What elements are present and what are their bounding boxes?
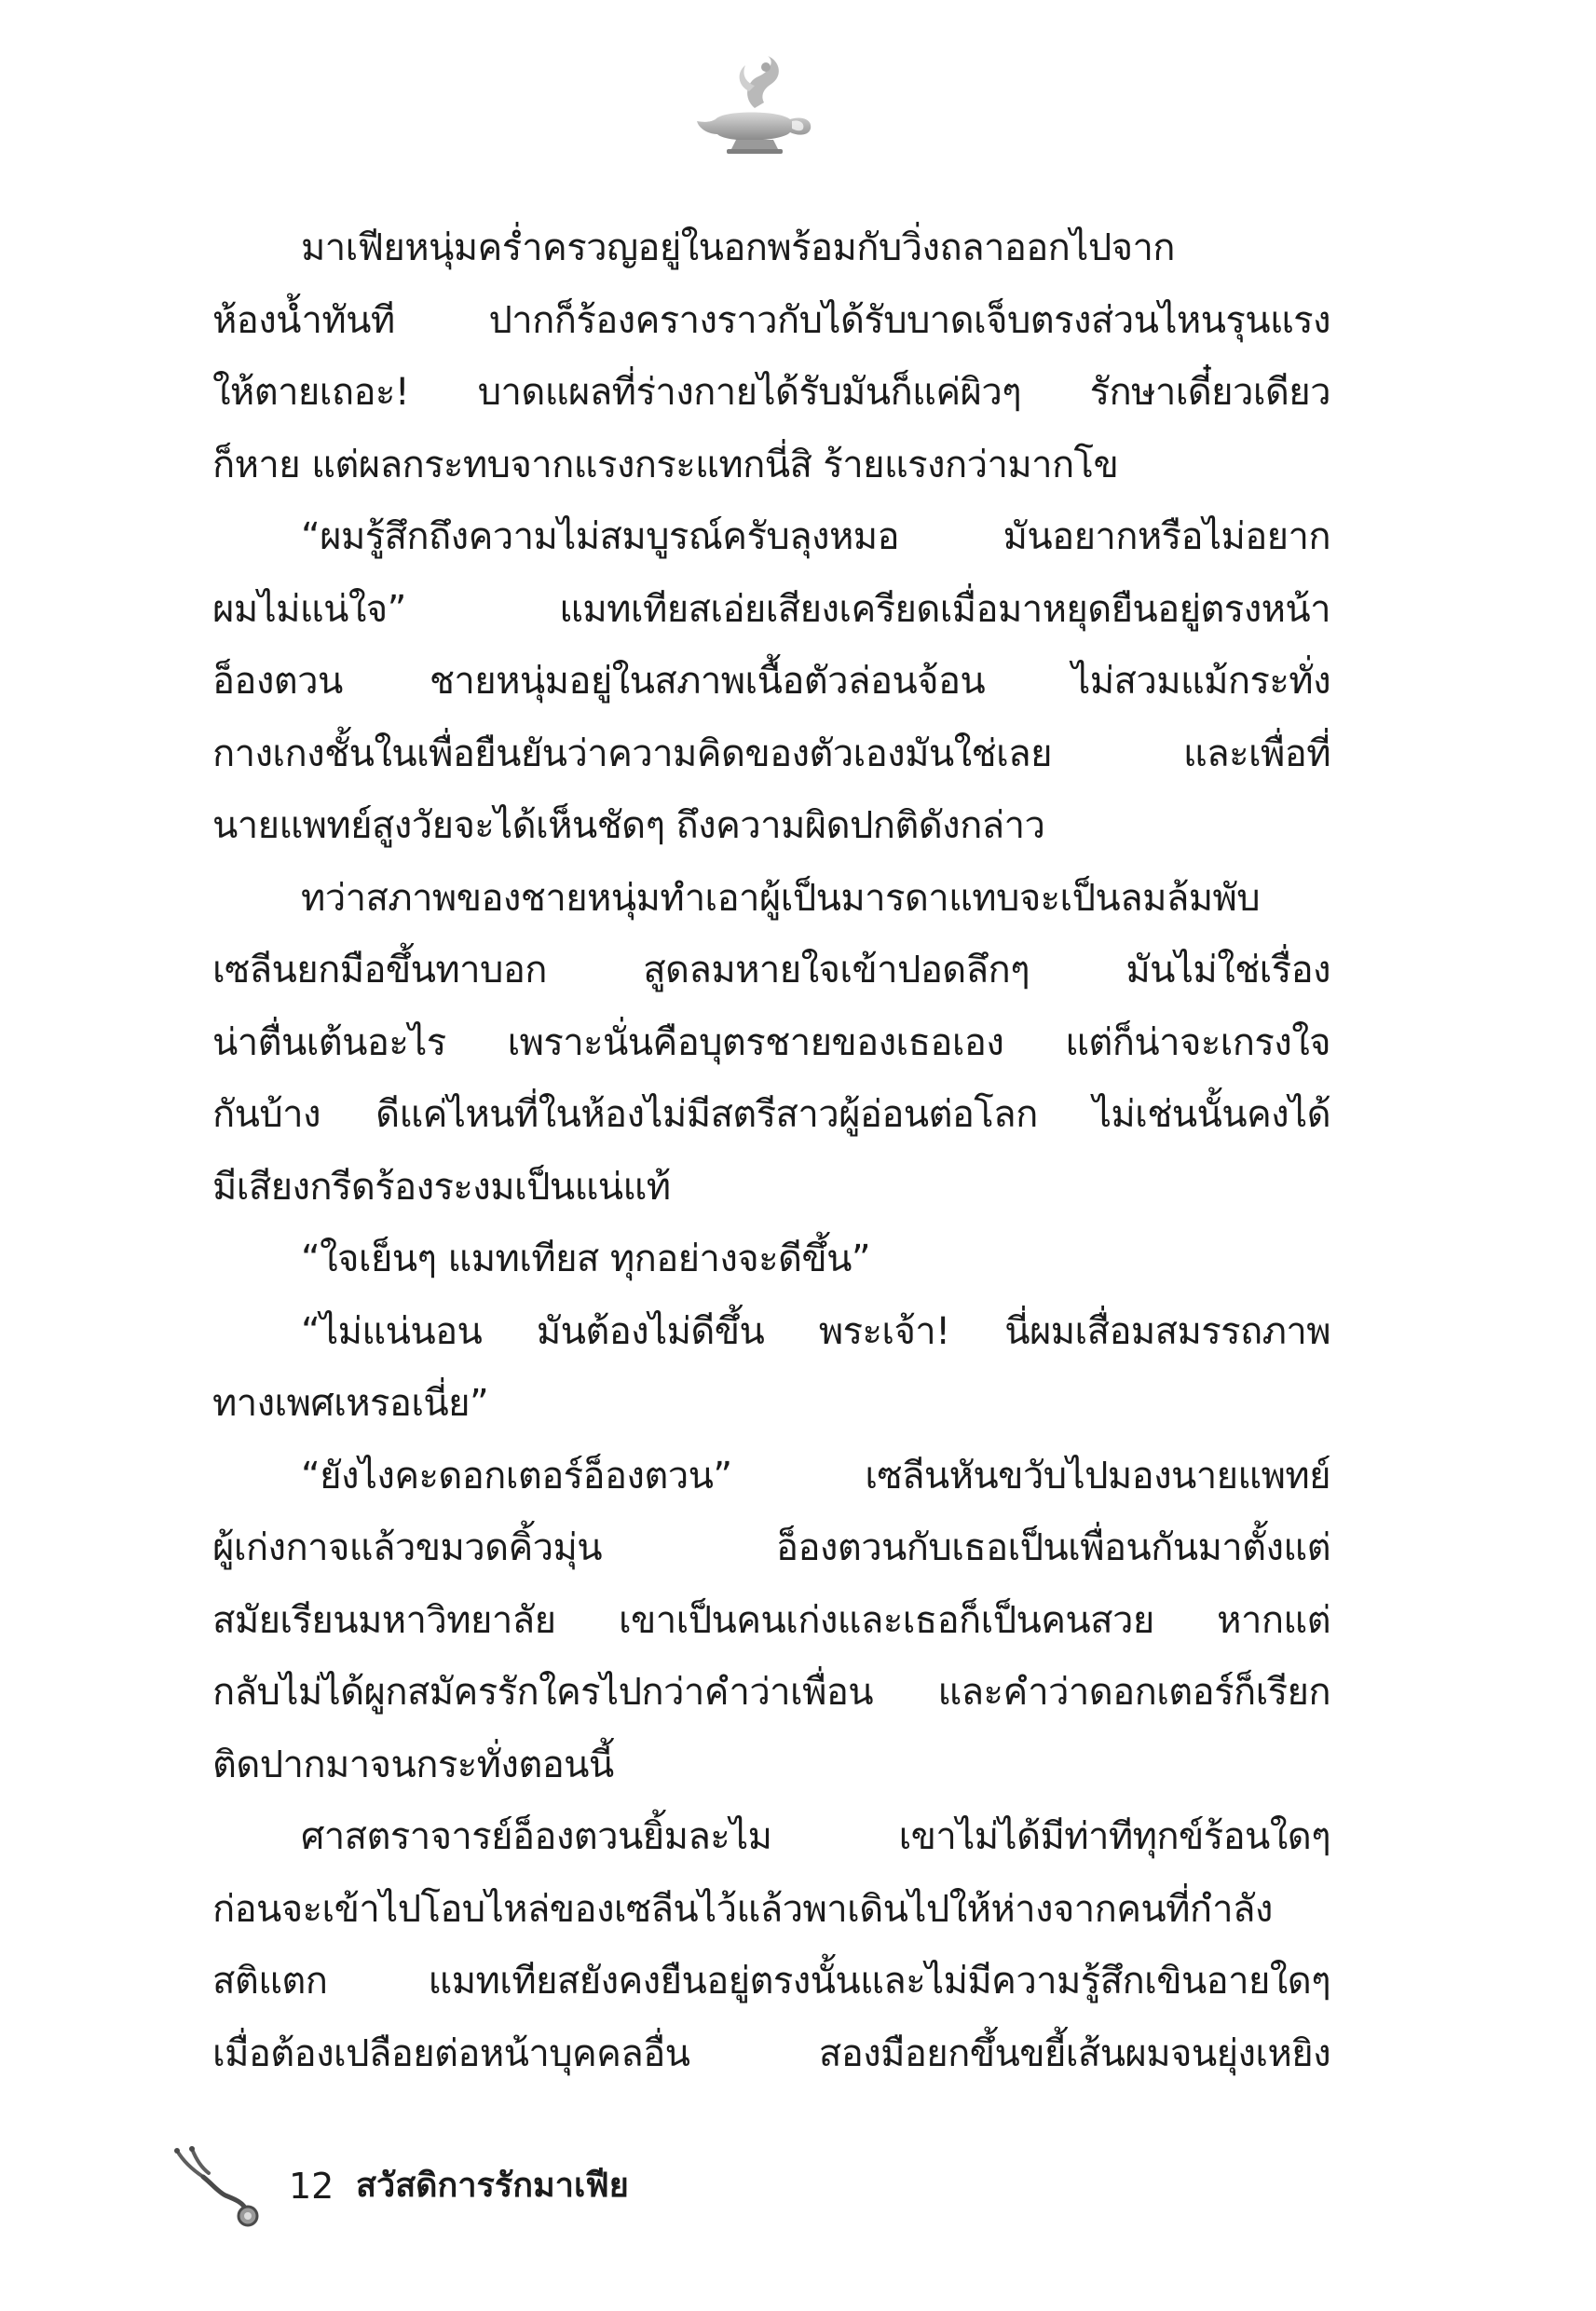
text-line: นายแพทย์สูงวัยจะได้เห็นชัดๆ ถึงความผิดปกติดังกล่าว bbox=[212, 804, 1045, 847]
text-line: ศาสตราจารย์อ็องตวนยิ้มละไม เขาไม่ได้มีท่าทีทุกข์ร้อนใดๆ bbox=[301, 1815, 1330, 1858]
book-title: สวัสดิการรักมาเฟีย bbox=[356, 2167, 629, 2205]
stethoscope-icon bbox=[170, 2145, 272, 2229]
body-text bbox=[212, 212, 1330, 2169]
text-line: “ผมรู้สึกถึงความไม่สมบูรณ์ครับลุงหมอ มันอยากหรือไม่อยาก bbox=[301, 515, 1330, 558]
text-line: ห้องน้ำทันที ปากก็ร้องครางราวกับได้รับบาดเจ็บตรงส่วนไหนรุนแรง bbox=[212, 298, 1330, 342]
text-line: อ็องตวน ชายหนุ่มอยู่ในสภาพเนื้อตัวล่อนจ้อน ไม่สวมแม้กระทั่ง bbox=[212, 660, 1330, 703]
text-line: กางเกงชั้นในเพื่อยืนยันว่าความคิดของตัวเองมันใช่เลย และเพื่อที่ bbox=[212, 732, 1330, 775]
genie-lamp-icon bbox=[689, 54, 820, 157]
text-line: ผู้เก่งกาจแล้วขมวดคิ้วมุ่น อ็องตวนกับเธอเป็นเพื่อนกันมาตั้งแต่ bbox=[212, 1526, 1330, 1569]
text-line: “ใจเย็นๆ แมทเทียส ทุกอย่างจะดีขึ้น” bbox=[301, 1238, 871, 1280]
text-line: สมัยเรียนมหาวิทยาลัย เขาเป็นคนเก่งและเธอก็เป็นคนสวย หากแต่ bbox=[212, 1598, 1330, 1642]
text-line: กันบ้าง ดีแค่ไหนที่ในห้องไม่มีสตรีสาวผู้อ่อนต่อโลก ไม่เช่นนั้นคงได้ bbox=[212, 1093, 1330, 1136]
text-line: มีเสียงกรีดร้องระงมเป็นแน่แท้ bbox=[212, 1165, 671, 1209]
text-line: เซลีนยกมือขึ้นทาบอก สูดลมหายใจเข้าปอดลึกๆ มันไม่ใช่เรื่อง bbox=[212, 949, 1330, 991]
text-line: ผมไม่แน่ใจ” แมทเทียสเอ่ยเสียงเครียดเมื่อมาหยุดยืนอยู่ตรงหน้า bbox=[212, 587, 1330, 631]
text-line: กลับไม่ได้ผูกสมัครรักใครไปกว่าคำว่าเพื่อน และคำว่าดอกเตอร์ก็เรียก bbox=[212, 1671, 1330, 1714]
text-line: ติดปากมาจนกระทั่งตอนนี้ bbox=[212, 1743, 614, 1786]
text-line: สติแตก แมทเทียสยังคงยืนอยู่ตรงนั้นและไม่มีความรู้สึกเขินอายใดๆ bbox=[212, 1960, 1330, 2003]
text-line: มาเฟียหนุ่มคร่ำครวญอยู่ในอกพร้อมกับวิ่งถลาออกไปจาก bbox=[301, 226, 1175, 269]
text-line: ทว่าสภาพของชายหนุ่มทำเอาผู้เป็นมารดาแทบจะเป็นลมล้มพับ bbox=[301, 876, 1261, 920]
text-line: ก็หาย แต่ผลกระทบจากแรงกระแทกนี่สิ ร้ายแรงกว่ามากโข bbox=[212, 443, 1119, 486]
text-line: ก่อนจะเข้าไปโอบไหล่ของเซลีนไว้แล้วพาเดินไปให้ห่างจากคนที่กำลัง bbox=[212, 1887, 1273, 1931]
text-line: ให้ตายเถอะ! บาดแผลที่ร่างกายได้รับมันก็แค่ผิวๆ รักษาเดี๋ยวเดียว bbox=[212, 371, 1330, 414]
text-line: “ยังไงคะดอกเตอร์อ็องตวน” เซลีนหันขวับไปมองนายแพทย์ bbox=[301, 1454, 1330, 1497]
page-footer bbox=[170, 2145, 1008, 2229]
text-line: ทางเพศเหรอเนี่ย” bbox=[212, 1382, 489, 1425]
text-line: “ไม่แน่นอน มันต้องไม่ดีขึ้น พระเจ้า! นี่ผมเสื่อมสมรรถภาพ bbox=[301, 1309, 1330, 1353]
text-line: เมื่อต้องเปลือยต่อหน้าบุคคลอื่น สองมือยกขึ้นขยี้เส้นผมจนยุ่งเหยิง bbox=[212, 2031, 1330, 2075]
page-number: 12 bbox=[289, 2166, 334, 2207]
text-line: น่าตื่นเต้นอะไร เพราะนั่นคือบุตรชายของเธอเอง แต่ก็น่าจะเกรงใจ bbox=[212, 1020, 1330, 1064]
